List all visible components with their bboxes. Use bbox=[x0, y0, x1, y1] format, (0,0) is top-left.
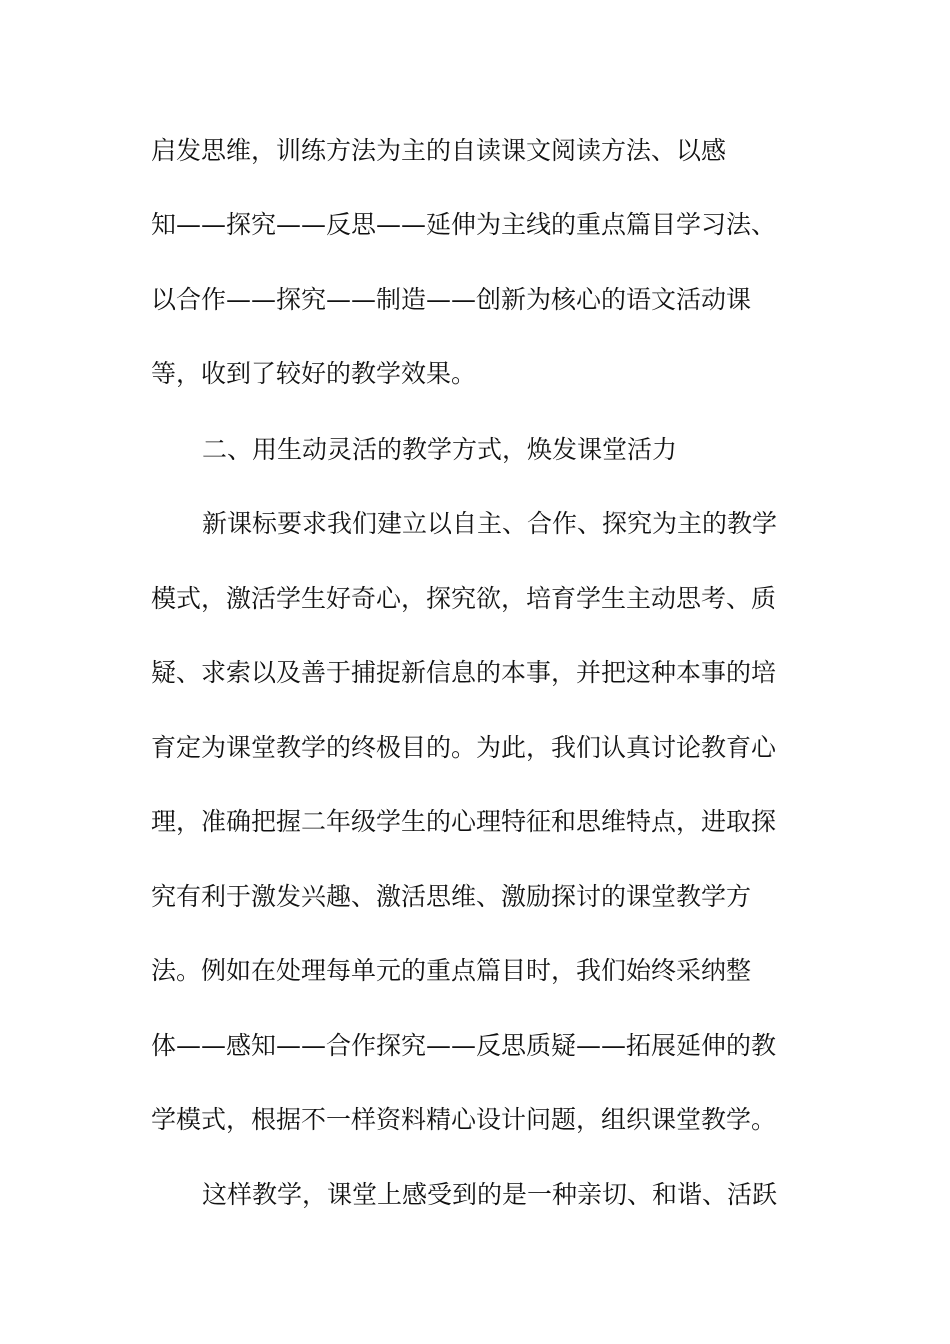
paragraph-line: 启发思维，训练方法为主的自读课文阅读方法、以感 bbox=[151, 136, 727, 165]
paragraph-line: 等，收到了较好的教学效果。 bbox=[151, 359, 477, 388]
paragraph-line: 知——探究——反思——延伸为主线的重点篇目学习法、 bbox=[151, 210, 777, 239]
paragraph-line: 模式，激活学生好奇心，探究欲，培育学生主动思考、质 bbox=[151, 584, 777, 613]
paragraph-line: 体——感知——合作探究——反思质疑——拓展延伸的教 bbox=[151, 1031, 777, 1060]
paragraph-line: 新课标要求我们建立以自主、合作、探究为主的教学 bbox=[202, 509, 778, 538]
paragraph-line: 学模式，根据不一样资料精心设计问题，组织课堂教学。 bbox=[151, 1105, 777, 1134]
paragraph-line: 疑、求索以及善于捕捉新信息的本事，并把这种本事的培 bbox=[151, 658, 777, 687]
paragraph-line: 育定为课堂教学的终极目的。为此，我们认真讨论教育心 bbox=[151, 733, 777, 762]
section-heading: 二、用生动灵活的教学方式，焕发课堂活力 bbox=[202, 435, 678, 464]
paragraph-line: 以合作——探究——制造——创新为核心的语文活动课 bbox=[151, 285, 752, 314]
paragraph-line: 这样教学，课堂上感受到的是一种亲切、和谐、活跃 bbox=[202, 1180, 778, 1209]
paragraph-line: 法。例如在处理每单元的重点篇目时，我们始终采纳整 bbox=[151, 956, 752, 985]
paragraph-line: 理，准确把握二年级学生的心理特征和思维特点，进取探 bbox=[151, 807, 777, 836]
paragraph-line: 究有利于激发兴趣、激活思维、激励探讨的课堂教学方 bbox=[151, 882, 752, 911]
